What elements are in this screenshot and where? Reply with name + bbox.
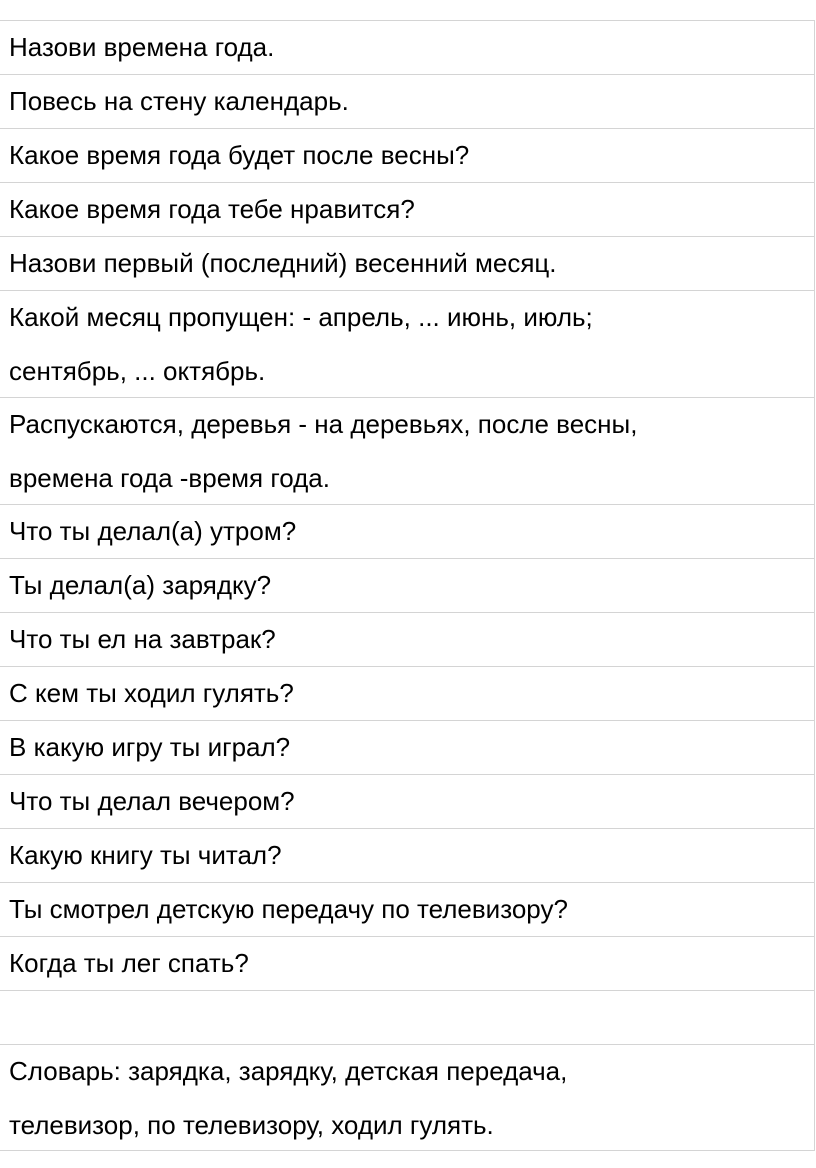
vocabulary-line: Словарь: зарядка, зарядку, детская передача, [9, 1056, 568, 1086]
table-row [0, 882, 815, 936]
table-row [0, 666, 815, 720]
worksheet-table [0, 20, 815, 1151]
table-row [0, 397, 815, 504]
question-text: Назови первый (последний) весенний месяц. [9, 248, 557, 278]
question-text: Что ты ел на завтрак? [9, 624, 276, 654]
question-text: Ты смотрел детскую передачу по телевизору? [9, 894, 568, 924]
vocabulary-cell [0, 1045, 814, 1152]
table-row [0, 1044, 815, 1151]
table-row [0, 936, 815, 990]
question-line: сентябрь, ... октябрь. [9, 355, 266, 386]
table-row [0, 20, 815, 74]
question-text: Что ты делал вечером? [9, 786, 295, 816]
question-cell [0, 398, 814, 505]
question-text: Какое время года будет после весны? [9, 140, 470, 170]
question-text: Какое время года тебе нравится? [9, 194, 415, 224]
question-line: Распускаются, деревья - на деревьях, после весны, [9, 409, 638, 439]
table-row [0, 74, 815, 128]
vocabulary-line: телевизор, по телевизору, ходил гулять. [9, 1109, 494, 1140]
question-line: Какой месяц пропущен: - апрель, ... июнь, июль; [9, 302, 593, 332]
table-row [0, 128, 815, 182]
table-row [0, 558, 815, 612]
question-text: Ты делал(а) зарядку? [9, 570, 272, 600]
table-row [0, 182, 815, 236]
table-row [0, 828, 815, 882]
table-row-empty [0, 990, 815, 1044]
question-text: С кем ты ходил гулять? [9, 678, 294, 708]
table-row [0, 774, 815, 828]
question-text: Когда ты лег спать? [9, 948, 249, 978]
question-text: Назови времена года. [9, 32, 275, 62]
table-row [0, 612, 815, 666]
question-line: времена года -время года. [9, 462, 330, 493]
question-text: Что ты делал(а) утром? [9, 516, 297, 546]
table-row [0, 720, 815, 774]
table-row [0, 290, 815, 397]
question-cell [0, 291, 814, 398]
question-text: Повесь на стену календарь. [9, 86, 349, 116]
question-text: В какую игру ты играл? [9, 732, 291, 762]
table-row [0, 236, 815, 290]
table-row [0, 504, 815, 558]
question-text: Какую книгу ты читал? [9, 840, 282, 870]
